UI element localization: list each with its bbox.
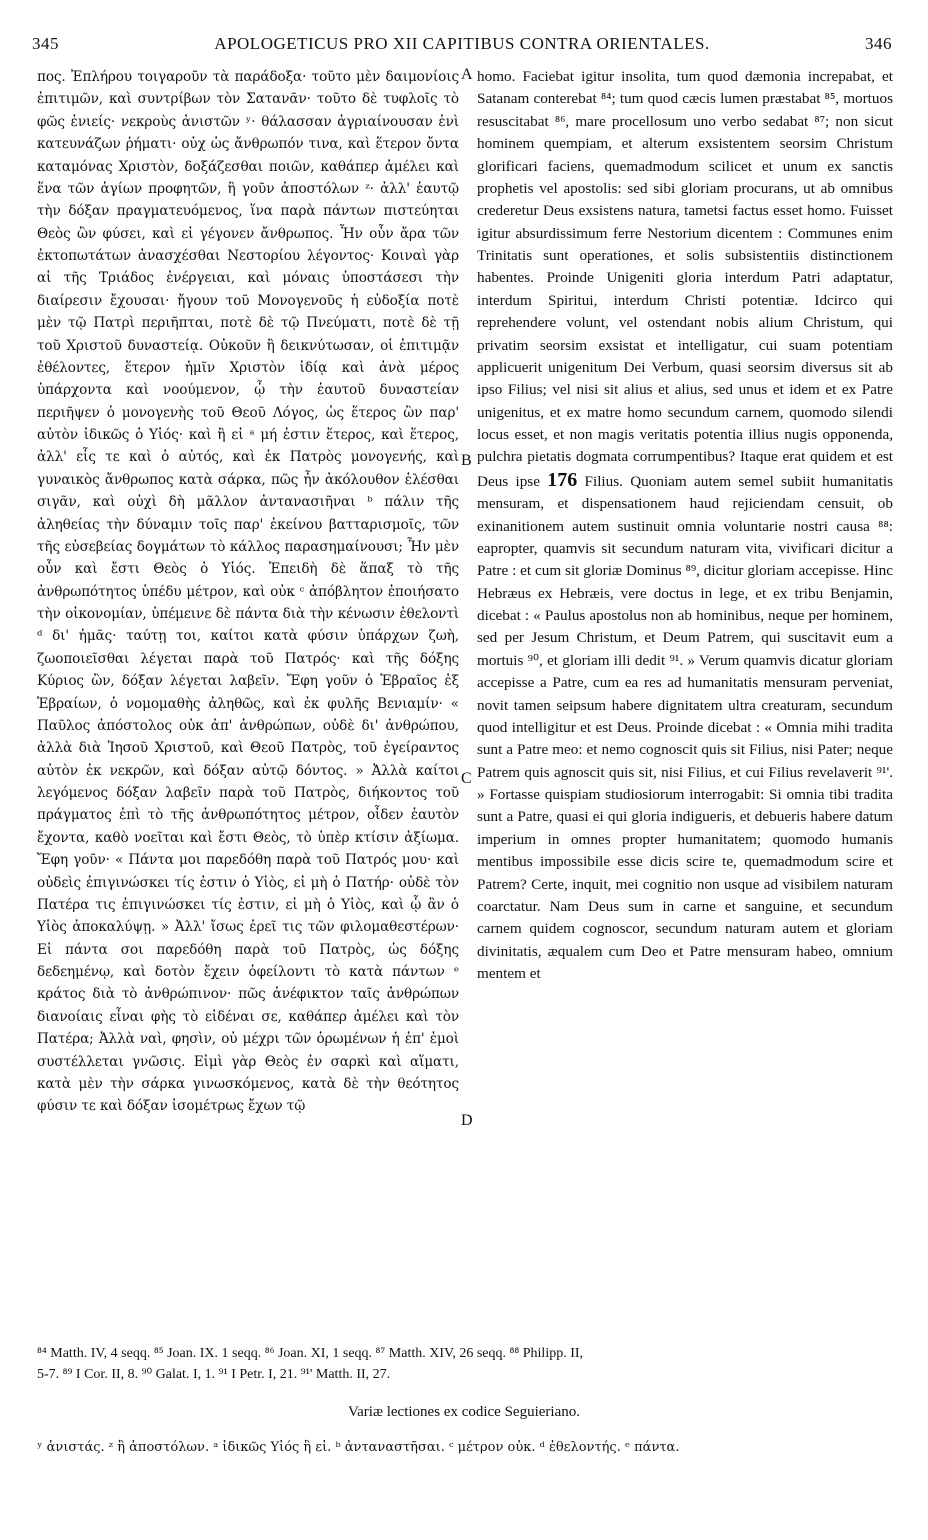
running-header xyxy=(32,34,892,60)
footnote-line-2: 5-7. ⁸⁹ I Cor. II, 8. ⁹⁰ Galat. I, 1. ⁹¹ I Petr. I, 21. ⁹¹' Matth. II, 27. xyxy=(37,1367,391,1382)
inline-page-number: 176 xyxy=(547,468,578,491)
running-title: APOLOGETICUS PRO XII CAPITIBUS CONTRA ORIENTALES. xyxy=(214,34,710,53)
latin-text-part-1: homo. Faciebat igitur insolita, tum quod dæmonia increpabat, et Satanam conterebat ⁸⁴; tum quod cæcis lumen præstabat ⁸⁵, mortuos resuscitabat ⁸⁶, mare procellosum uno verbo sedabat ⁸⁷; non sicut hominem quempiam, et alterum exsistentem seorsim Christum glorificari faciens, quemadmodum scilicet et unum ex sanctis prophetis vel apostolis: sed sibi gloriam procurans, ut ab omnibus crederetur Deus exsistens natura, tametsi factus esset homo. Fuisset igitur absurdissimum ferre Nestorium dicentem : Communes enim Trinitatis sunt operationes, et solis subsistentiis distinctionem habentes. Proinde Unigeniti gloria interdum Patri adaptatur, interdum Spiritui, interdum Christi potentiæ. Idcirco qui reprehendere volunt, vel ostendant nobis alium Christum, qui privatim seorsim exsistat et intelligatur, cui suam potentiam applicuerit unigenitum Dei Verbum, quasi seorsim diversus sit ab ipso Filius; vel nisi sit alius et alius, sed unus et idem et ex Patre unigenitus, et ex matre homo secundum carnem, quomodo silendi locus esset, et non magis veritatis potentia illius nugis opponenda, pulchra pietatis dogmata corrumpentibus? Itaque erat quidem et est Deus ipse xyxy=(477,68,893,490)
margin-marker-c: C xyxy=(461,770,472,787)
latin-paragraph xyxy=(477,66,893,985)
footnote-line-1: ⁸⁴ Matth. IV, 4 seqq. ⁸⁵ Joan. IX. 1 seqq. ⁸⁶ Joan. XI, 1 seqq. ⁸⁷ Matth. XIV, 26 seqq. ⁸⁸ Philipp. II, xyxy=(37,1346,584,1361)
page-number-right: 346 xyxy=(865,34,892,53)
margin-marker-a: A xyxy=(461,66,473,83)
margin-marker-d: D xyxy=(461,1112,473,1129)
page-number-left: 345 xyxy=(32,34,59,53)
latin-text-column xyxy=(477,66,893,1328)
latin-text-part-2: Filius. Quoniam autem semel subiit humanitatis mensuram, et dispensationem haud rejiciendam censuit, ob exinanitionem autem sustinuit omnia voluntarie nostri causa ⁸⁸: eapropter, quamvis sit secundum naturam vita, vivificari dicitur a Patre : et cum sit gloriæ Dominus ⁸⁹, dicitur gloriam accepisse. Hinc Hebræus ex Hebræis, vere doctus in lege, et ex tribu Benjamin, dicebat : « Paulus apostolus non ab hominibus, neque per hominem, sed per Jesum Christum, et Deum Patrem, qui suscitavit eum a mortuis ⁹⁰, et gloriam illi dedit ⁹¹. » Verum quamvis dicatur gloriam accepisse a Patre, cum ea res ad humanitatis mensuram perveniat, novit tamen seipsum habere dignitatem ultra creaturam, secundum quod intelligitur et est Deus. Proinde dicebat : « Omnia mihi tradita sunt a Patre meo: et nemo cognoscit quis sit Filius, nisi Pater; neque Patrem quis agnoscit quis sit, nisi Filius, et cui Filius revelaverit ⁹¹'. » Fortasse quispiam studiosiorum interrogabit: Si omnia tibi tradita sunt a Patre, quasi ei qui gloria indigueris, et debueris habere datum imperium in omnes propter humanitatem; quomodo humanis mentibus impossibile esse dicis scire te, quemadmodum scire et Patrem? Certe, inquit, mei cognitio non usque ad visibilem naturam coarctatur. Nam Deus sum in carne et sanguine, et secundum carnem quidem cognoscor, secundum naturam autem et gloriam divinitatis, æqualem cum Deo et Patre mensuram habeo, omnium mentem et xyxy=(477,472,893,982)
margin-marker-b: B xyxy=(461,452,472,469)
greek-paragraph: πος. Ἐπλήρου τοιγαροῦν τὰ παράδοξα· τοῦτο μὲν δαιμονίοις ἐπιτιμῶν, καὶ συντρίβων τὸν Σατανᾶν· τοῦτο δὲ τυφλοῖς τὸ φῶς ἐνιείς· νεκροὺς ἀνιστῶν ʸ· θάλασσαν ἀγριαίνουσαν ἑνὶ κατευνάζων ῥήματι· οὐχ ὡς ἄνθρωπόν τινα, καὶ ἕτερον ὄντα καταμόνας Χριστὸν, δοξάζεσθαι ποιῶν, καθάπερ ἀμέλει καὶ ἕνα τῶν ἁγίων προφητῶν, ἢ γοῦν ἀποστόλων ᶻ· ἀλλ' ἑαυτῷ τὴν δόξαν πραγματευόμενος, ἵνα παρὰ πάντων πιστεύηται Θεὸς ὢν φύσει, καὶ εἰ γέγονεν ἄνθρωπος. Ἦν οὖν ἄρα τῶν ἐκτοπωτάτων ἀνασχέσθαι Νεστορίου λέγοντος· Κοιναὶ γὰρ αἱ τῆς Τριάδος ἐνέργειαι, καὶ μόναις ὑποστάσεσι τὴν διαίρεσιν ἔχουσαι· ἤγουν τοῦ Μονογενοῦς ἡ εὐδοξία ποτὲ μὲν τῷ Πατρὶ περιῆπται, ποτὲ δὲ τῷ Πνεύματι, ποτὲ δὲ τῇ τοῦ Χριστοῦ δυναστείᾳ. Οὐκοῦν ἢ δεικνύτωσαν, οἱ ἐπιτιμᾷν ἐθέλοντες, ἕτερον ἡμῖν Χριστὸν ἰδίᾳ καὶ ἀνὰ μέρος ὑπάρχοντα καὶ νοούμενον, ᾧ τὴν ἑαυτοῦ δυναστείαν περιῆψεν ὁ μονογενὴς τοῦ Θεοῦ Λόγος, ὡς ἕτερος ὢν παρ' αὐτὸν ἰδικῶς ὁ Υἱός· καὶ ἢ εἰ ᵃ μή ἐστιν ἕτερος, καὶ ἕτερος, ἀλλ' εἷς τε καὶ ὁ αὐτός, καὶ ἐκ Πατρὸς μονογενής, καὶ γυναικὸς ἄνθρωπος κατὰ σάρκα, πῶς ἦν ἀκόλουθον ἑλέσθαι σιγᾶν, καὶ οὐχὶ δὴ μᾶλλον ἀντανασιῆναι ᵇ πάλιν τῆς ἀληθείας τὴν δύναμιν τοῖς παρ' ἐκείνου βατταρισμοῖς, τῶν τῆς εὐσεβείας δογμάτων τὸ κάλλος παρασημαίνουσι; Ἦν μὲν οὖν καὶ ἔστι Θεὸς ὁ Υἱός. Ἐπειδὴ δὲ ἅπαξ τὸ τῆς ἀνθρωπότητος ὑπέδυ μέτρον, καὶ οὐκ ᶜ ἀπόβλητον ἐποιήσατο τὴν οἰκονομίαν, ὑπέμεινε δὲ πάντα διὰ τὴν κένωσιν ἐθελοντὶ ᵈ δι' ἡμᾶς· ταύτῃ τοι, καίτοι κατὰ φύσιν ὑπάρχων ζωὴ, ζωοποιεῖσθαι λέγεται παρὰ τοῦ Πατρός· καὶ τῆς δόξης Κύριος ὢν, δόξαν λέγεται λαβεῖν. Ἔφη γοῦν ὁ Ἑβραῖος ἐξ Ἑβραίων, ὁ νομομαθὴς ἀληθῶς, καὶ ἐκ φυλῆς Βενιαμίν· « Παῦλος ἀπόστολος οὐκ ἀπ' ἀνθρώπων, οὐδὲ δι' ἀνθρώπου, ἀλλὰ διὰ Ἰησοῦ Χριστοῦ, καὶ Θεοῦ Πατρὸς, τοῦ ἐγείραντος αὐτὸν ἐκ νεκρῶν, καὶ δόξαν αὐτῷ δόντος. » Ἀλλὰ καίτοι λεγόμενος δόξαν λαβεῖν παρὰ τοῦ Πατρὸς, διήκοντος τοῦ πράγματος ἐπὶ τὸ τῆς ἀνθρωπότητος μέτρον, οἶδεν ἑαυτὸν ἔχοντα, καθὸ νοεῖται καὶ ἔστι Θεὸς, τὸ ὑπὲρ κτίσιν ἀξίωμα. Ἔφη γοῦν· « Πάντα μοι παρεδόθη παρὰ τοῦ Πατρός μου· καὶ οὐδεὶς ἐπιγινώσκει τίς ἐστιν ὁ Υἱὸς, εἰ μὴ ὁ Πατήρ· οὐδὲ τὸν Πατέρα τις ἐπιγινώσκει τίς ἐστιν, εἰ μὴ ὁ Υἱὸς, καὶ ᾧ ἂν ὁ Υἱὸς ἀποκαλύψῃ. » Ἀλλ' ἴσως ἐρεῖ τις τῶν φιλομαθεστέρων· Εἰ πάντα σοι παρεδόθη παρὰ τοῦ Πατρὸς, ὡς δόξης δεδεημένῳ, καὶ δοτὸν ἔχειν ὀφείλοντι τὸ κατὰ πάντων ᵉ κράτος διὰ τὸ ἀνθρώπινον· πῶς ἀνέφικτον ταῖς ἀνθρώπων διανοίαις εἶναι φὴς τὸ εἰδέναι σε, καθάπερ ἀμέλει καὶ τὸν Πατέρα; Ἀλλὰ ναὶ, φησὶν, οὐ μέχρι τῶν ὁρωμένων ἡ ἐπ' ἐμοὶ συστέλλεται γνῶσις. Εἰμὶ γὰρ Θεὸς ἐν σαρκὶ καὶ αἵματι, κατὰ μὲν τὴν σάρκα γινωσκόμενος, κατὰ δὲ τὴν θεότητος φύσιν τε καὶ δόξαν ἰσομέτρως ἔχων τῷ xyxy=(37,69,459,1115)
footnotes xyxy=(37,1343,895,1385)
variae-lectiones-title: Variæ lectiones ex codice Seguieriano. xyxy=(347,1404,580,1420)
greek-text-column xyxy=(37,66,459,1328)
variae-lectiones: ʸ ἀνιστάς. ᶻ ἢ ἀποστόλων. ᵃ ἰδικῶς Υἱός ἢ εἰ. ᵇ ἀνταναστῆσαι. ᶜ μέτρον οὐκ. ᵈ ἐθελοντής. ᵉ πάντα. xyxy=(37,1440,680,1455)
